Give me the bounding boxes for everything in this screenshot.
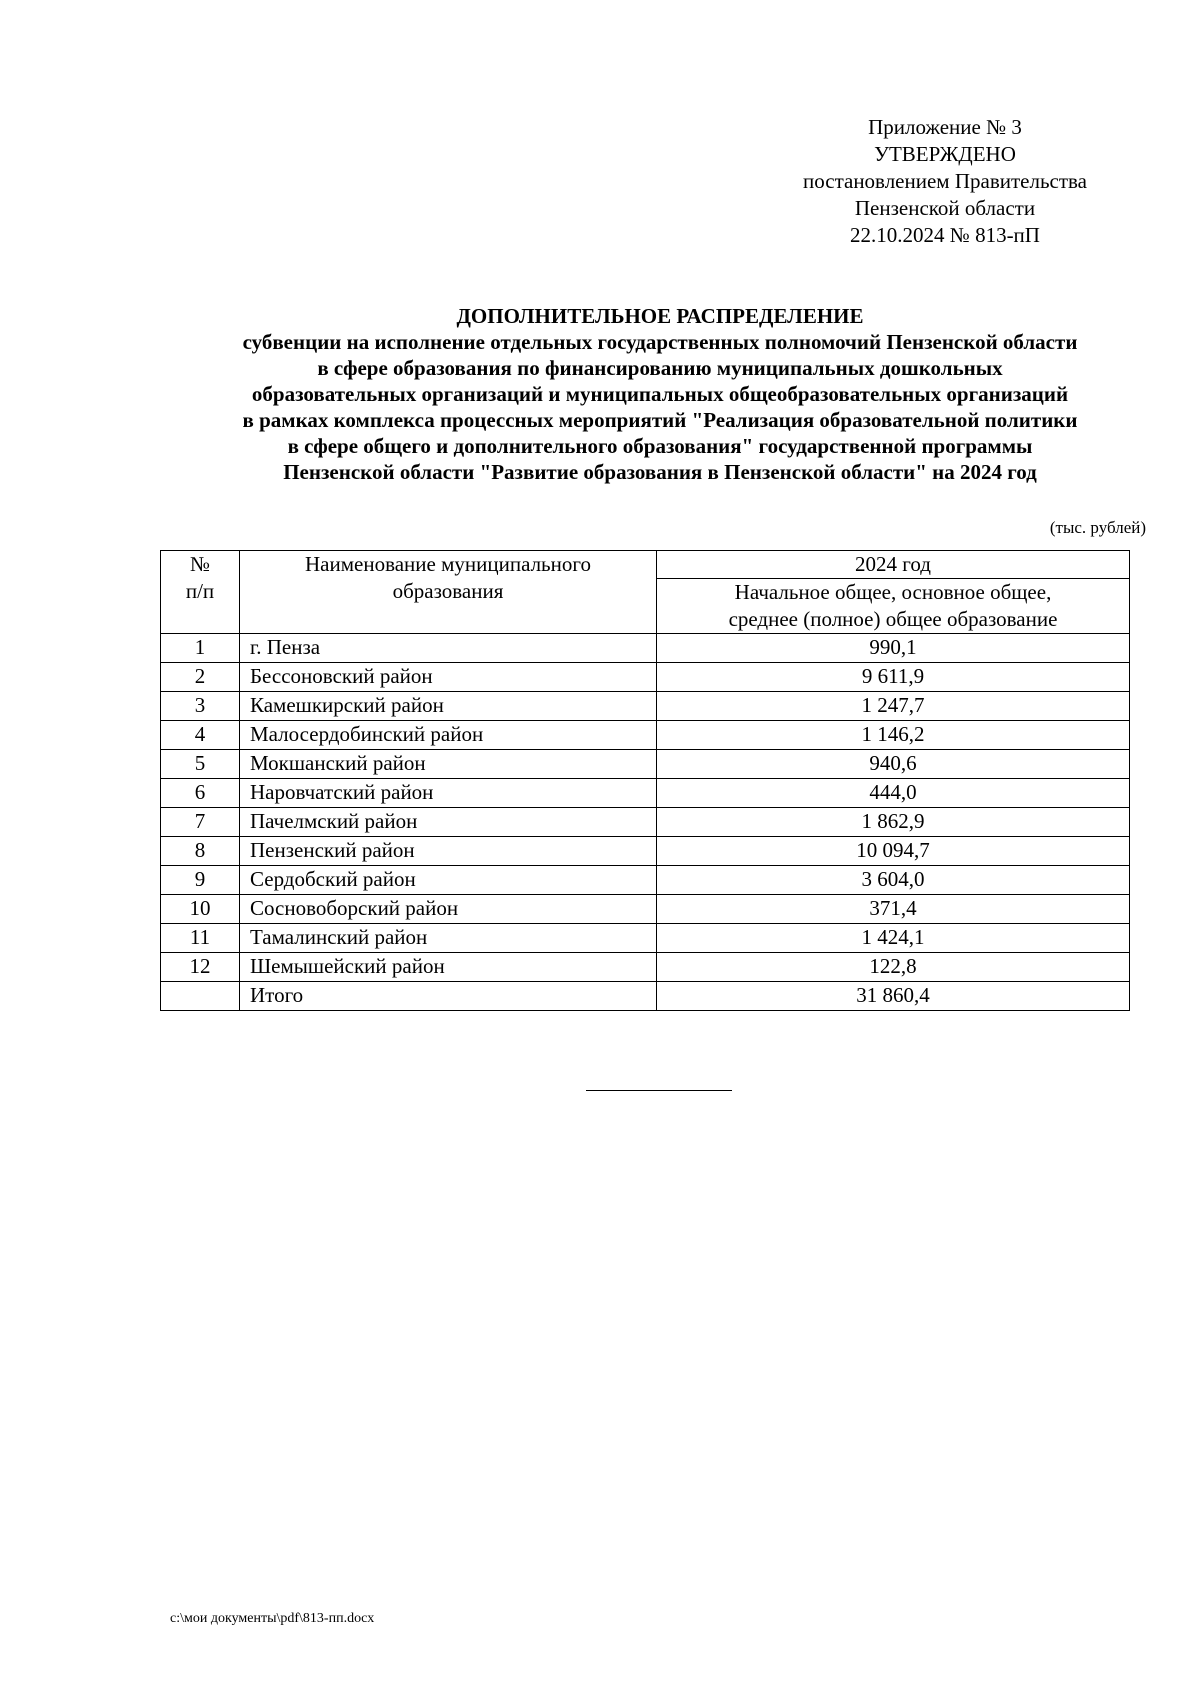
table-row (161, 924, 1130, 953)
row-amount: 3 604,0 (657, 866, 1130, 895)
row-municipality: Пензенский район (240, 837, 657, 866)
row-number: 3 (161, 692, 240, 721)
table-row (161, 692, 1130, 721)
header-municipality-line-1: Наименование муниципального (305, 552, 591, 576)
table-row (161, 866, 1130, 895)
title-line-2: субвенции на исполнение отдельных государственных полномочий Пензенской области (242, 330, 1078, 354)
file-path-footer: c:\мои документы\pdf\813-пп.docx (170, 1611, 375, 1626)
end-separator-line (586, 1090, 732, 1091)
row-amount: 1 862,9 (657, 808, 1130, 837)
row-municipality: Камешкирский район (240, 692, 657, 721)
table-row (161, 808, 1130, 837)
header-number (161, 551, 240, 634)
appendix-number: Приложение № 3 (868, 115, 1022, 139)
row-municipality: Шемышейский район (240, 953, 657, 982)
row-municipality: Сосновоборский район (240, 895, 657, 924)
approval-date-number: 22.10.2024 № 813-пП (850, 223, 1040, 247)
table-row (161, 837, 1130, 866)
row-amount: 122,8 (657, 953, 1130, 982)
row-amount: 10 094,7 (657, 837, 1130, 866)
approval-stamp (770, 114, 1120, 249)
row-amount: 940,6 (657, 750, 1130, 779)
row-amount: 1 146,2 (657, 721, 1130, 750)
title-line-3: в сфере образования по финансированию муниципальных дошкольных (317, 356, 1003, 380)
title-line-5: в рамках комплекса процессных мероприятий "Реализация образовательной политики (242, 408, 1078, 432)
total-label: Итого (240, 982, 657, 1011)
row-municipality: Наровчатский район (240, 779, 657, 808)
table-row (161, 663, 1130, 692)
row-amount: 9 611,9 (657, 663, 1130, 692)
row-amount: 1 247,7 (657, 692, 1130, 721)
header-education-line-1: Начальное общее, основное общее, (734, 580, 1052, 604)
row-amount: 990,1 (657, 634, 1130, 663)
distribution-table (160, 550, 1130, 1011)
row-number: 12 (161, 953, 240, 982)
header-municipality (240, 551, 657, 634)
row-number: 9 (161, 866, 240, 895)
units-note: (тыс. рублей) (1049, 518, 1146, 537)
header-education-line-2: среднее (полное) общее образование (728, 607, 1058, 631)
row-amount: 371,4 (657, 895, 1130, 924)
title-line-1: ДОПОЛНИТЕЛЬНОЕ РАСПРЕДЕЛЕНИЕ (456, 304, 864, 328)
row-number: 2 (161, 663, 240, 692)
table-row (161, 779, 1130, 808)
table-row (161, 750, 1130, 779)
row-amount: 1 424,1 (657, 924, 1130, 953)
row-municipality: Сердобский район (240, 866, 657, 895)
row-municipality: Бессоновский район (240, 663, 657, 692)
row-municipality: г. Пенза (240, 634, 657, 663)
title-line-4: образовательных организаций и муниципальных общеобразовательных организаций (251, 382, 1069, 406)
approved-by: постановлением Правительства (802, 169, 1087, 193)
row-amount: 444,0 (657, 779, 1130, 808)
row-number: 7 (161, 808, 240, 837)
row-municipality: Мокшанский район (240, 750, 657, 779)
row-number: 4 (161, 721, 240, 750)
table-row (161, 721, 1130, 750)
document-title (140, 303, 1180, 485)
approved-region: Пензенской области (854, 196, 1036, 220)
row-municipality: Пачелмский район (240, 808, 657, 837)
row-number: 10 (161, 895, 240, 924)
row-municipality: Тамалинский район (240, 924, 657, 953)
header-number-line-2: п/п (185, 579, 215, 603)
table-body (161, 634, 1130, 1011)
row-number: 6 (161, 779, 240, 808)
row-number: 11 (161, 924, 240, 953)
row-municipality: Малосердобинский район (240, 721, 657, 750)
total-amount: 31 860,4 (657, 982, 1130, 1011)
approved-label: УТВЕРЖДЕНО (874, 142, 1016, 166)
header-education-type (657, 579, 1130, 634)
header-number-line-1: № (189, 552, 211, 576)
table-row (161, 634, 1130, 663)
table-row (161, 895, 1130, 924)
row-number: 8 (161, 837, 240, 866)
row-number: 1 (161, 634, 240, 663)
row-number: 5 (161, 750, 240, 779)
title-line-7: Пензенской области "Развитие образования в Пензенской области" на 2024 год (283, 460, 1037, 484)
header-year: 2024 год (657, 551, 1130, 579)
header-municipality-line-2: образования (392, 579, 504, 603)
title-line-6: в сфере общего и дополнительного образования" государственной программы (287, 434, 1033, 458)
total-row (161, 982, 1130, 1011)
total-number (161, 982, 240, 1011)
table-row (161, 953, 1130, 982)
